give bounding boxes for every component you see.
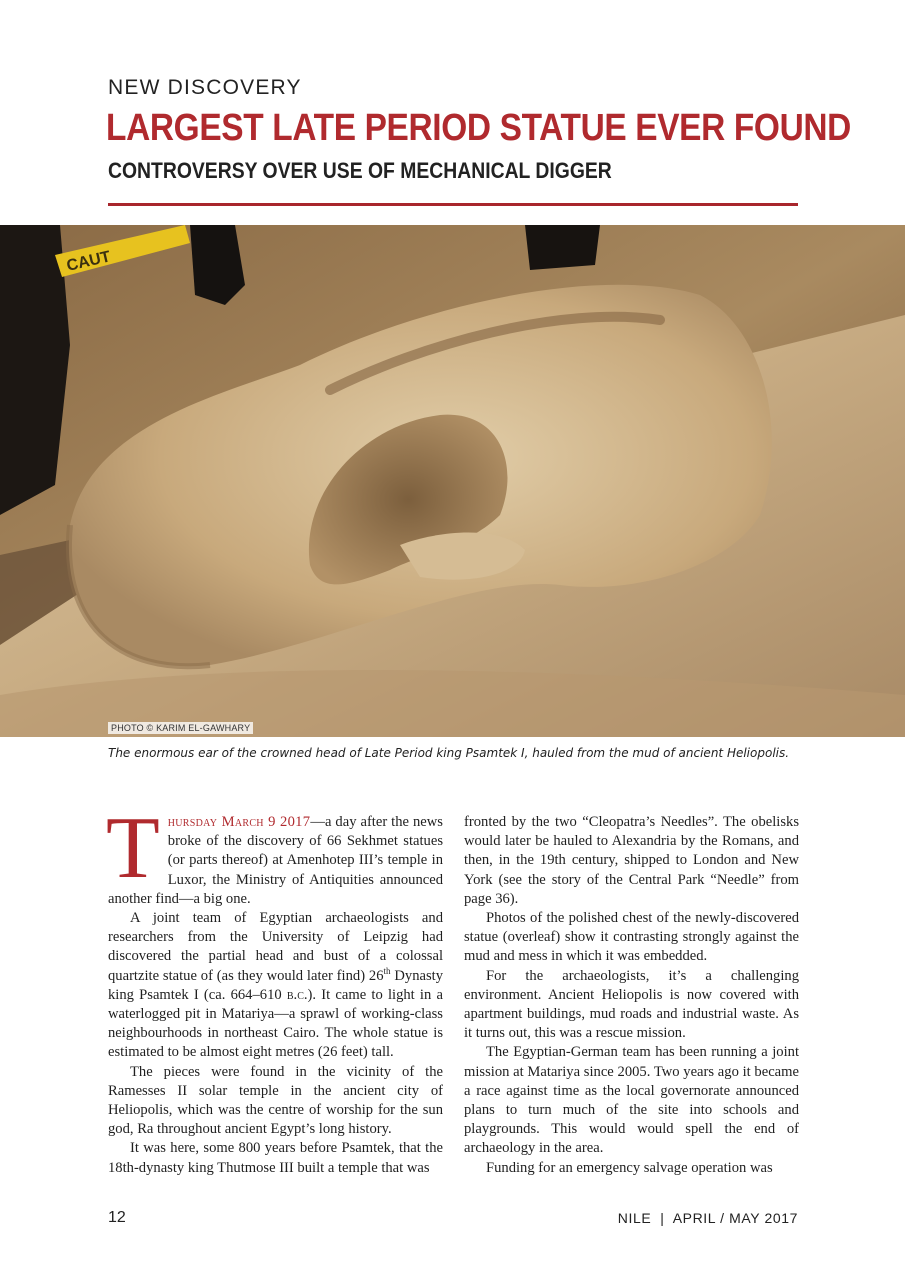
article-paragraph: For the archaeologists, it’s a challenging environment. Ancient Heliopolis is now covered with apartment buildings, mud roads and industrial waste. As it turns out, this was a rescue mission.: [464, 967, 799, 1042]
superscript: th: [383, 965, 391, 976]
paragraph-text: A joint team of Egyptian archaeologists and researchers from the University of Leipzig had discovered the partial head and bust of a colossal quartzite statue of (as they would later find) 26: [108, 910, 443, 984]
paragraph-text: Dynasty king Psamtek I (ca. 664–610: [108, 967, 443, 1003]
article-paragraph: It was here, some 800 years before Psamtek, that the 18th-dynasty king Thutmose III built a temple that was: [108, 1140, 443, 1176]
article-paragraph: fronted by the two “Cleopatra’s Needles”. The obelisks would later be hauled to Alexandria by the Romans, and then, in the 19th century, shipped to London and New York (see the story of the Central Park “Needle” from page 36).: [464, 814, 799, 907]
article-paragraph: Photos of the polished chest of the newly-discovered statue (overleaf) show it contrasting strongly against the mud and mess in which it was embedded.: [464, 910, 799, 965]
article-photo: [0, 225, 905, 737]
era-abbreviation: b.c.: [286, 986, 308, 1003]
page-subtitle: CONTROVERSY OVER USE OF MECHANICAL DIGGER: [108, 158, 612, 183]
article-paragraph: The pieces were found in the vicinity of the Ramesses II solar temple in the ancient city of Heliopolis, which was the centre of worship for the sun god, Ra throughout ancient Egypt’s long history.: [108, 1063, 443, 1138]
lead-in: hursday March 9 2017: [167, 814, 311, 830]
publication-info: NILE | APRIL / MAY 2017: [617, 1210, 798, 1226]
article-paragraph: Funding for an emergency salvage operation was: [486, 1159, 773, 1176]
article-column-right: [464, 813, 799, 1178]
photo-credit: PHOTO © KARIM EL-GAWHARY: [108, 722, 253, 734]
section-kicker: NEW DISCOVERY: [108, 76, 302, 99]
article-paragraph: The Egyptian-German team has been running a joint mission at Matariya since 2005. Two years ago it became a race against time as the local governorate announced plans to turn much of the site into schools and playgrounds. This would would spell the end of archaeology in the area.: [464, 1044, 799, 1157]
paragraph-text: —a day after the news broke of the discovery of 66 Sekhmet statues (or parts thereof) at Amenhotep III’s temple in Luxor, the Ministry of Antiquities announced another find—a big one.: [108, 814, 443, 907]
statue-ear-photo-illustration: [0, 225, 905, 737]
photo-caption: The enormous ear of the crowned head of Late Period king Psamtek I, hauled from the mud of ancient Heliopolis.: [108, 746, 790, 760]
article-column-left: [106, 800, 443, 1178]
article-paragraph: [108, 909, 443, 1063]
paragraph-text: ). It came to light in a waterlogged pit in Matariya—a sprawl of working-class neighbourhoods in northeast Cairo. The whole statue is estimated to be almost eight metres (26 feet) tall.: [108, 986, 443, 1061]
page-number: 12: [108, 1209, 126, 1226]
header-divider: [108, 203, 798, 206]
article-paragraph: [106, 800, 443, 909]
caution-tape-text: CAUT: [65, 248, 113, 275]
dropcap: T: [106, 800, 160, 897]
page-title: LARGEST LATE PERIOD STATUE EVER FOUND: [106, 107, 851, 149]
